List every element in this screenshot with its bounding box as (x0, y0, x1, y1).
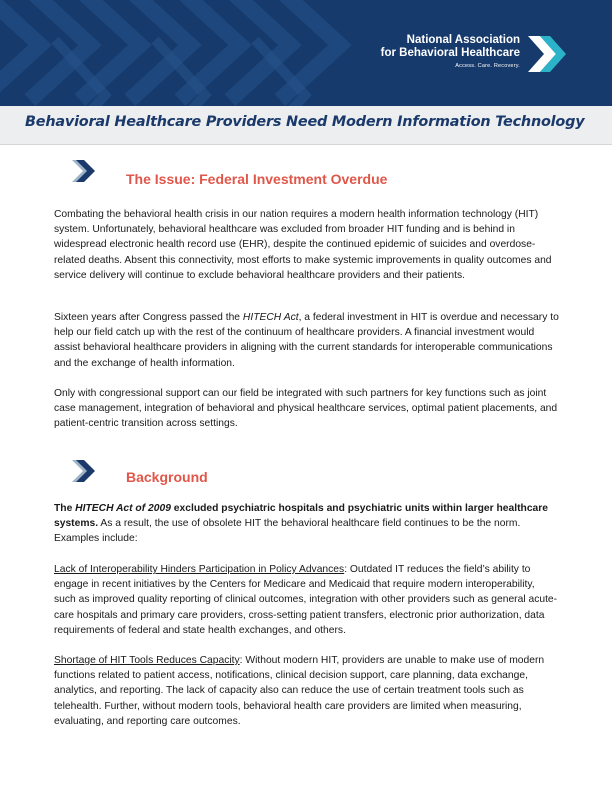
section-title-background: Background (126, 469, 208, 485)
background-intro (54, 501, 559, 547)
item-label-capacity: Shortage of HIT Tools Reduces Capacity (54, 655, 240, 666)
intro-bold-before: The (54, 503, 76, 514)
background-item-interoperability (54, 562, 559, 638)
intro-bold-after: excluded psychiatric hospitals and psychiatric units within larger healthcare systems. (54, 503, 549, 530)
issue-paragraph-3: Only with congressional support can our field be integrated with such partners for key functions such as joint case management, integration of behavioral and physical healthcare services, optimal patient placements, and patient-centric transition across settings. (54, 388, 558, 430)
section-heading-background (72, 458, 552, 484)
intro-bold-italic: HITECH Act of 2009 (75, 503, 171, 514)
org-name-line1: National Association (406, 34, 520, 46)
hitech-act-emphasis: HITECH Act (242, 312, 299, 323)
double-chevron-logo-icon (526, 34, 566, 74)
chevron-right-icon (72, 458, 98, 484)
background-item-capacity (54, 653, 559, 729)
header-band (0, 0, 612, 106)
issue-p2-before: Sixteen years after Congress passed the (54, 312, 243, 323)
org-logo (381, 34, 566, 74)
item-label-interoperability: Lack of Interoperability Hinders Participation in Policy Advances (54, 564, 345, 575)
issue-p2-after: , a federal investment in HIT is overdue and necessary to help our field catch up with the rest of the continuum of healthcare providers. A financial investment would assist behavioral healthcare providers in aligning with the current standards for interoperable communications and the exchange of health information. (54, 312, 559, 369)
section-heading-issue (72, 158, 552, 187)
chevron-right-icon (72, 158, 98, 184)
page-title: Behavioral Healthcare Providers Need Modern Information Technology (25, 114, 585, 130)
section-title-issue: The Issue: Federal Investment Overdue (126, 171, 388, 187)
title-bar (0, 106, 612, 145)
item-text-interoperability: : Outdated IT reduces the field’s ability to engage in recent initiatives by the Centers for Medicare and Medicaid that require modern interoperability, such as improved quality reporting of clinical outcomes, integration with other providers such as general acute-care hospitals and primary care providers, cross-setting patient transfers, electronic prior authorization, data requirements of federal and state health exchanges, and others. (54, 564, 558, 636)
item-text-capacity: : Without modern HIT, providers are unable to make use of modern functions related to patient access, notifications, clinical decision support, care planning, data exchange, analytics, and reporting. The lack of capacity also can reduce the use of certain treatment tools such as telehealth. Further, without modern tools, behavioral health care providers are limited when measuring, evaluating, and reporting care outcomes. (54, 655, 545, 727)
org-name-line2: for Behavioral Healthcare (380, 47, 520, 59)
intro-rest: As a result, the use of obsolete HIT the behavioral healthcare field continues to be the norm. Examples include: (54, 518, 521, 545)
org-tagline: Access. Care. Recovery. (455, 63, 520, 69)
issue-paragraph-1: Combating the behavioral health crisis in our nation requires a modern health information technology (HIT) system. Unfortunately, behavioral healthcare was excluded from broader HIT funding and is behind in widespread electronic health record use (EHR), despite the continued epidemic of suicides and overdose-related deaths. Absent this connectivity, most efforts to make systemic improvements in quality outcomes and service delivery will continue to exclude behavioral healthcare providers and their patients. (54, 209, 552, 281)
issue-paragraph-2 (54, 310, 559, 371)
